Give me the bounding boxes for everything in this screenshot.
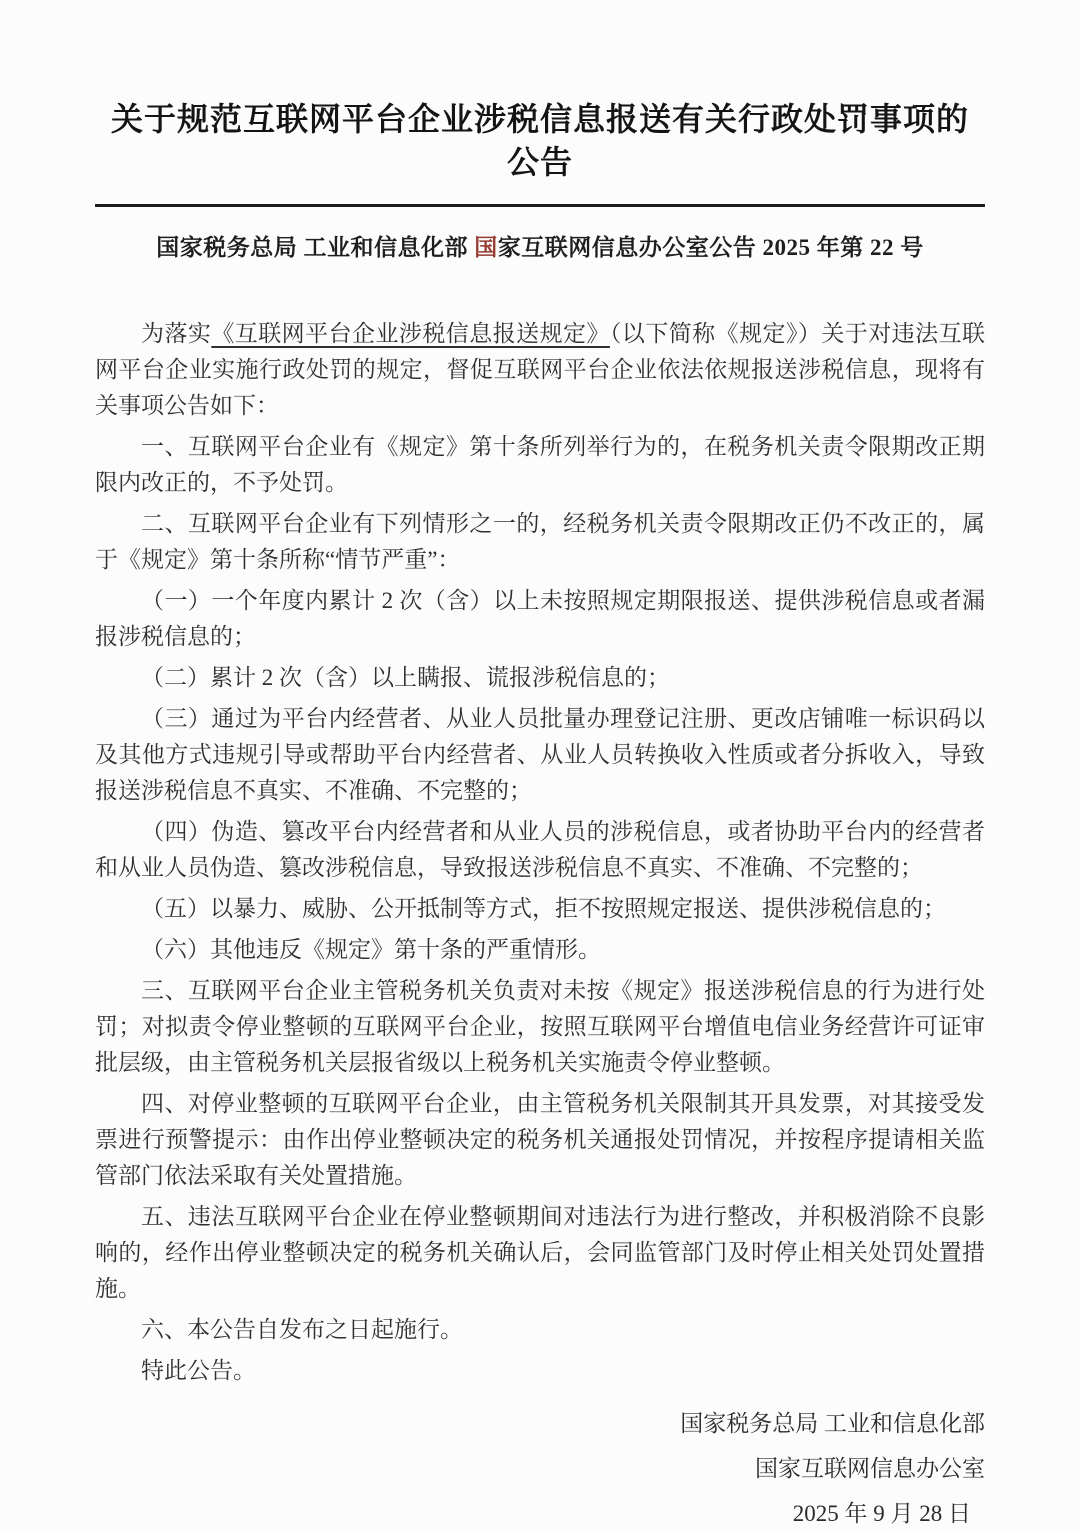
title-divider	[95, 204, 985, 207]
para-intro	[95, 316, 985, 424]
para-subitem-4: （四）伪造、篡改平台内经营者和从业人员的涉税信息，或者协助平台内的经营者和从业人员伪造、篡改涉税信息，导致报送涉税信息不真实、不准确、不完整的；	[95, 819, 985, 881]
para-subitem-1: （一）一个年度内累计 2 次（含）以上未按照规定期限报送、提供涉税信息或者漏报涉税信息的；	[95, 588, 985, 650]
para-clause-5: 五、违法互联网平台企业在停业整顿期间对违法行为进行整改，并积极消除不良影响的，经作出停业整顿决定的税务机关确认后，会同监管部门及时停止相关处罚处置措施。	[95, 1204, 985, 1302]
para-clause-1: 一、互联网平台企业有《规定》第十条所列举行为的，在税务机关责令限期改正期限内改正的，不予处罚。	[95, 434, 985, 496]
signature-date: 2025 年 9 月 28 日	[792, 1501, 971, 1527]
para-clause-4: 四、对停业整顿的互联网平台企业，由主管税务机关限制其开具发票，对其接受发票进行预警提示：由作出停业整顿决定的税务机关通报处罚情况，并按程序提请相关监管部门依法采取有关处置措施。	[95, 1091, 985, 1189]
intro-after-text: （以下简称《规定》）关于对违法互联网平台企业实施行政处罚的规定，督促互联网平台企业依法依规报送涉税信息，现将有关事项公告如下：	[95, 321, 986, 419]
para-clause-3: 三、互联网平台企业主管税务机关负责对未按《规定》报送涉税信息的行为进行处罚；对拟责令停业整顿的互联网平台企业，按照互联网平台增值电信业务经营许可证审批层级，由主管税务机关层报省级以上税务机关实施责令停业整顿。	[95, 978, 985, 1076]
issuing-agencies-text: 国家税务总局 工业和信息化部	[156, 235, 475, 261]
para-subitem-3: （三）通过为平台内经营者、从业人员批量办理登记注册、更改店铺唯一标识码以及其他方式违规引导或帮助平台内经营者、从业人员转换收入性质或者分拆收入，导致报送涉税信息不真实、不准确、不完整的；	[95, 706, 985, 804]
para-clause-2: 二、互联网平台企业有下列情形之一的，经税务机关责令限期改正仍不改正的，属于《规定》第十条所称“情节严重”：	[95, 511, 985, 573]
page-title: 关于规范互联网平台企业涉税信息报送有关行政处罚事项的公告	[110, 101, 969, 181]
doc-number-line	[95, 229, 985, 262]
intro-before-text: 为落实	[141, 321, 212, 347]
red-character: 国	[474, 235, 498, 261]
signature-cyberspace-office: 国家互联网信息办公室	[755, 1456, 985, 1482]
body-text	[95, 316, 985, 1389]
regulation-title-link[interactable]: 《互联网平台企业涉税信息报送规定》	[211, 321, 610, 347]
signature-block	[95, 1401, 985, 1530]
para-subitem-5: （五）以暴力、威胁、公开抵制等方式，拒不按照规定报送、提供涉税信息的；	[141, 896, 946, 922]
para-subitem-6: （六）其他违反《规定》第十条的严重情形。	[141, 937, 601, 963]
announcement-number-text: 家互联网信息办公室公告 2025 年第 22 号	[497, 235, 924, 261]
para-closing: 特此公告。	[141, 1358, 256, 1384]
signature-agencies: 国家税务总局 工业和信息化部	[680, 1411, 985, 1437]
para-clause-6: 六、本公告自发布之日起施行。	[141, 1317, 463, 1343]
para-subitem-2: （二）累计 2 次（含）以上瞒报、谎报涉税信息的；	[141, 665, 670, 691]
